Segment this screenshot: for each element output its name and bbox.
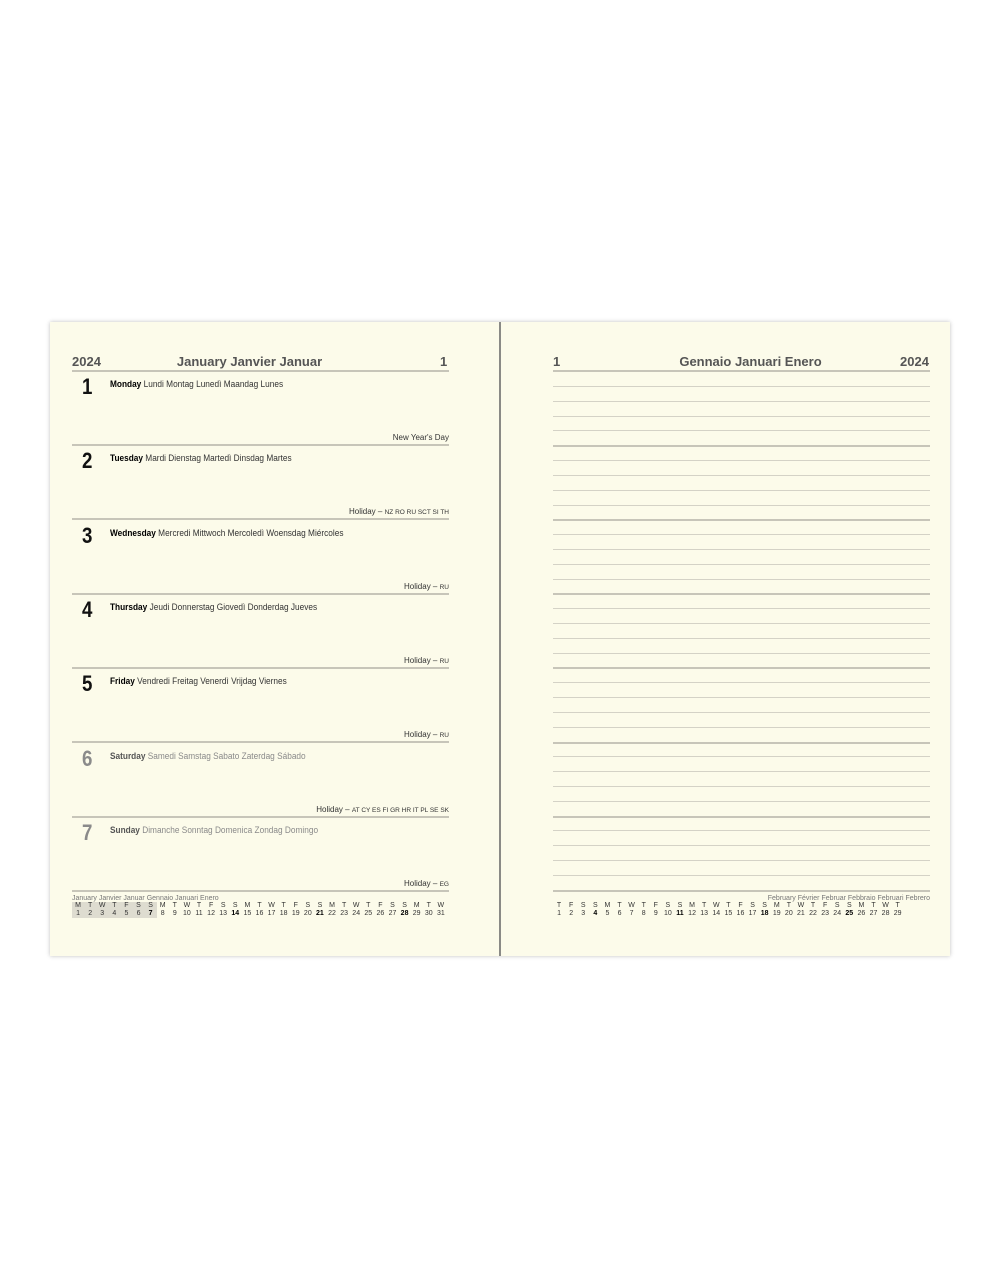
mini-date[interactable]: 4: [108, 910, 120, 918]
mini-weekday: F: [378, 902, 383, 909]
day-entry[interactable]: [72, 744, 449, 818]
note-line: [553, 771, 930, 772]
mini-weekday: S: [132, 902, 144, 910]
holiday-label: Holiday –: [404, 878, 438, 888]
mini-date[interactable]: 14: [231, 910, 240, 917]
mini-date[interactable]: 7: [145, 910, 157, 918]
mini-weekday: T: [84, 902, 96, 910]
note-line: [553, 638, 930, 639]
holiday-note: [349, 507, 449, 516]
mini-date[interactable]: 9: [653, 910, 658, 917]
day-name-english: Friday: [110, 676, 135, 687]
mini-calendar-weekdays: [72, 902, 447, 910]
mini-weekday: T: [426, 902, 431, 909]
mini-calendar-month-name: February Février Februar Febbraio Februari Febrero: [767, 895, 930, 902]
day-names: [110, 602, 317, 612]
mini-weekday: W: [437, 902, 445, 909]
mini-date[interactable]: 8: [160, 910, 165, 917]
day-name-translations: Samedi Samstag Sabato Zaterdag Sábado: [147, 750, 306, 761]
mini-date[interactable]: 11: [195, 910, 203, 917]
mini-date[interactable]: 13: [219, 910, 228, 917]
day-names: [110, 528, 343, 538]
mini-date[interactable]: 20: [784, 910, 793, 917]
note-line: [553, 534, 930, 535]
day-name-english: Saturday: [110, 750, 146, 761]
mini-weekday: T: [810, 902, 816, 909]
holiday-note: [404, 582, 449, 591]
day-name-english: Monday: [110, 379, 142, 389]
mini-date[interactable]: 20: [303, 910, 312, 917]
mini-weekday: W: [183, 902, 191, 909]
mini-date[interactable]: 10: [182, 910, 191, 917]
mini-date[interactable]: 8: [641, 910, 646, 917]
mini-weekday: T: [341, 902, 347, 909]
day-name-english: Thursday: [110, 601, 148, 612]
mini-weekday: T: [196, 902, 202, 909]
day-names: [110, 825, 318, 835]
holiday-label: Holiday –: [404, 730, 438, 740]
mini-weekday: F: [569, 902, 574, 909]
mini-date[interactable]: 5: [605, 910, 610, 917]
mini-weekday: M: [72, 902, 84, 910]
mini-date[interactable]: 12: [688, 910, 696, 917]
day-name-translations: Vendredi Freitag Venerdì Vrijdag Viernes: [137, 676, 287, 687]
day-entry[interactable]: [72, 521, 449, 595]
mini-date[interactable]: 29: [412, 910, 421, 917]
day-number: 5: [82, 671, 93, 697]
holiday-codes: NZ RO RU SCT SI TH: [384, 509, 449, 517]
holiday-label: Holiday –: [404, 655, 438, 665]
mini-weekday: M: [773, 902, 780, 909]
mini-weekday: S: [665, 902, 671, 909]
holiday-label: New Year's Day: [392, 433, 449, 442]
holiday-codes: EG: [439, 880, 449, 888]
mini-date[interactable]: 17: [748, 910, 757, 917]
mini-date[interactable]: 12: [207, 910, 215, 917]
mini-weekday: M: [604, 902, 611, 909]
header-rule: [553, 370, 930, 372]
note-line: [553, 742, 930, 744]
mini-date[interactable]: 3: [96, 910, 108, 918]
day-names: [110, 453, 292, 463]
mini-weekday: F: [653, 902, 658, 909]
mini-calendar-month-name: January Janvier Januar Gennaio Januari Enero: [72, 895, 219, 902]
mini-weekday: T: [556, 902, 562, 909]
mini-date[interactable]: 31: [436, 910, 445, 917]
holiday-note: [404, 879, 449, 888]
note-line: [553, 667, 930, 669]
mini-weekday: M: [244, 902, 251, 909]
mini-date[interactable]: 18: [760, 910, 769, 917]
day-number: 1: [82, 374, 93, 399]
holiday-codes: RU: [439, 583, 449, 591]
day-name-english: Tuesday: [110, 453, 143, 464]
mini-weekday: T: [366, 902, 371, 909]
mini-date[interactable]: 16: [255, 910, 264, 917]
mini-weekday: T: [172, 902, 177, 909]
holiday-label: Holiday –: [349, 507, 383, 517]
mini-weekday: F: [208, 902, 214, 909]
note-lines: [553, 386, 930, 904]
note-line: [553, 801, 930, 802]
mini-date[interactable]: 13: [700, 910, 709, 917]
note-line: [553, 816, 930, 818]
note-line: [553, 490, 930, 491]
day-name-translations: Jeudi Donnerstag Giovedì Donderdag Jueves: [149, 601, 318, 612]
day-entry[interactable]: [72, 818, 449, 892]
mini-weekday: T: [871, 902, 876, 909]
mini-date[interactable]: 24: [352, 910, 361, 917]
mini-date[interactable]: 3: [581, 910, 586, 917]
mini-calendar-february: [553, 895, 930, 918]
mini-date[interactable]: 2: [569, 910, 574, 917]
mini-weekday: S: [592, 902, 598, 909]
mini-weekday: T: [786, 902, 791, 909]
mini-date[interactable]: 4: [593, 910, 598, 917]
note-line: [553, 430, 930, 431]
day-name-english: Wednesday: [110, 527, 156, 538]
week-number: 1: [440, 354, 448, 369]
mini-weekday: M: [329, 902, 335, 909]
year-label: 2024: [72, 354, 101, 369]
holiday-codes: AT CY ES FI GR HR IT PL SE SK: [351, 806, 449, 814]
holiday-note: [393, 433, 449, 442]
mini-date[interactable]: 18: [279, 910, 288, 917]
holiday-note: [316, 805, 449, 814]
note-line: [553, 845, 930, 846]
day-number: 7: [82, 819, 93, 845]
note-line: [553, 549, 930, 550]
day-name-translations: Mardi Dienstag Martedì Dinsdag Martes: [145, 453, 292, 464]
mini-weekday: T: [726, 902, 731, 909]
mini-weekday: T: [641, 902, 646, 909]
mini-date[interactable]: 19: [291, 910, 300, 917]
mini-date[interactable]: 21: [316, 910, 324, 917]
holiday-codes: RU: [439, 732, 449, 740]
mini-weekday: W: [352, 902, 360, 909]
mini-date[interactable]: 10: [663, 910, 672, 917]
note-line: [553, 564, 930, 565]
note-line: [553, 505, 930, 506]
day-names: [110, 676, 287, 686]
mini-date[interactable]: 19: [772, 910, 781, 917]
mini-weekday: T: [702, 902, 707, 909]
holiday-label: Holiday –: [404, 581, 438, 591]
mini-weekday: S: [232, 902, 238, 909]
mini-weekday: M: [689, 902, 695, 909]
mini-calendar-weekdays: [553, 902, 930, 910]
day-entry[interactable]: [72, 669, 449, 743]
note-line: [553, 593, 930, 595]
mini-date[interactable]: 6: [617, 910, 622, 917]
day-number: 4: [82, 596, 93, 622]
mini-weekday: W: [712, 902, 720, 909]
day-name-translations: Dimanche Sonntag Domenica Zondag Domingo: [142, 824, 319, 835]
mini-date[interactable]: 25: [364, 910, 373, 917]
holiday-note: [404, 730, 449, 739]
mini-weekday: F: [822, 902, 828, 909]
week-number: 1: [553, 354, 561, 369]
day-name-english: Sunday: [110, 824, 140, 835]
mini-date[interactable]: 11: [676, 910, 684, 917]
mini-date[interactable]: 27: [869, 910, 878, 917]
day-number: 3: [82, 522, 93, 548]
mini-date[interactable]: 26: [857, 910, 866, 917]
note-line: [553, 445, 930, 447]
mini-weekday: M: [159, 902, 166, 909]
note-line: [553, 623, 930, 624]
mini-date[interactable]: 28: [400, 910, 409, 917]
right-page: [501, 322, 950, 956]
day-entry[interactable]: [72, 595, 449, 669]
mini-weekday: S: [750, 902, 755, 909]
mini-date[interactable]: 23: [821, 910, 829, 917]
note-line: [553, 890, 930, 892]
mini-date[interactable]: 1: [557, 910, 561, 917]
mini-weekday: S: [846, 902, 852, 909]
holiday-label: Holiday –: [316, 804, 350, 814]
mini-weekday: F: [738, 902, 743, 909]
mini-date[interactable]: 1: [72, 910, 84, 918]
mini-weekday: W: [96, 902, 108, 910]
holiday-note: [404, 656, 449, 665]
mini-date[interactable]: 26: [376, 910, 385, 917]
mini-weekday: W: [268, 902, 275, 909]
mini-date[interactable]: 7: [629, 910, 634, 917]
day-number: 6: [82, 745, 93, 771]
mini-date[interactable]: 25: [845, 910, 854, 917]
mini-date[interactable]: 9: [172, 910, 177, 917]
mini-calendar-january: [72, 895, 447, 918]
mini-date[interactable]: 28: [881, 910, 890, 917]
mini-date[interactable]: 29: [893, 910, 902, 917]
mini-weekday: T: [281, 902, 286, 909]
note-line: [553, 608, 930, 609]
day-divider: [72, 890, 449, 892]
note-line: [553, 756, 930, 757]
day-number: 2: [82, 448, 93, 474]
mini-date[interactable]: 21: [797, 910, 805, 917]
mini-weekday: W: [628, 902, 635, 909]
note-line: [553, 875, 930, 876]
mini-weekday: T: [895, 902, 900, 909]
mini-calendar-dates: [72, 910, 447, 918]
mini-date[interactable]: 15: [243, 910, 252, 917]
mini-weekday: S: [834, 902, 840, 909]
day-entry[interactable]: [72, 372, 449, 446]
mini-weekday: T: [617, 902, 622, 909]
mini-date[interactable]: 5: [120, 910, 132, 918]
note-line: [553, 475, 930, 476]
mini-date[interactable]: 14: [712, 910, 721, 917]
day-names: [110, 751, 306, 761]
note-line: [553, 401, 930, 402]
mini-date[interactable]: 30: [424, 910, 433, 917]
mini-date[interactable]: 6: [132, 910, 144, 918]
mini-date[interactable]: 2: [84, 910, 96, 918]
note-line: [553, 697, 930, 698]
mini-weekday: T: [257, 902, 262, 909]
note-line: [553, 460, 930, 461]
note-line: [553, 519, 930, 521]
mini-weekday: S: [220, 902, 226, 909]
note-line: [553, 830, 930, 831]
day-entry[interactable]: [72, 446, 449, 520]
mini-date[interactable]: 27: [388, 910, 397, 917]
note-line: [553, 712, 930, 713]
mini-date[interactable]: 23: [340, 910, 348, 917]
mini-weekday: T: [108, 902, 120, 910]
mini-weekday: S: [390, 902, 395, 909]
mini-weekday: M: [858, 902, 865, 909]
note-line: [553, 579, 930, 580]
note-line: [553, 653, 930, 654]
day-name-translations: Lundi Montag Lunedì Maandag Lunes: [143, 379, 284, 389]
mini-date[interactable]: 15: [724, 910, 733, 917]
day-name-translations: Mercredi Mittwoch Mercoledì Woensdag Miércoles: [158, 527, 344, 538]
mini-date[interactable]: 17: [267, 910, 276, 917]
month-title: January Janvier Januar: [176, 354, 323, 369]
month-title: Gennaio Januari Enero: [679, 354, 822, 369]
mini-date[interactable]: 22: [809, 910, 817, 917]
mini-date[interactable]: 22: [328, 910, 336, 917]
note-line: [553, 386, 930, 387]
year-label: 2024: [900, 354, 929, 369]
note-line: [553, 860, 930, 861]
mini-weekday: S: [145, 902, 157, 910]
left-page: [50, 322, 499, 956]
mini-weekday: S: [305, 902, 311, 909]
mini-weekday: W: [797, 902, 805, 909]
note-line: [553, 416, 930, 417]
mini-calendar-dates: [553, 910, 930, 918]
day-names: [110, 379, 283, 389]
note-line: [553, 727, 930, 728]
mini-weekday: S: [580, 902, 586, 909]
mini-weekday: S: [402, 902, 407, 909]
mini-weekday: M: [413, 902, 420, 909]
note-line: [553, 682, 930, 683]
mini-weekday: W: [882, 902, 889, 909]
diary-spread: [50, 322, 950, 956]
mini-weekday: S: [677, 902, 683, 909]
mini-weekday: F: [293, 902, 298, 909]
mini-weekday: F: [120, 902, 132, 910]
mini-date[interactable]: 16: [736, 910, 745, 917]
holiday-codes: RU: [439, 657, 449, 665]
mini-weekday: S: [762, 902, 767, 909]
mini-date[interactable]: 24: [833, 910, 842, 917]
mini-weekday: S: [317, 902, 323, 909]
note-line: [553, 786, 930, 787]
